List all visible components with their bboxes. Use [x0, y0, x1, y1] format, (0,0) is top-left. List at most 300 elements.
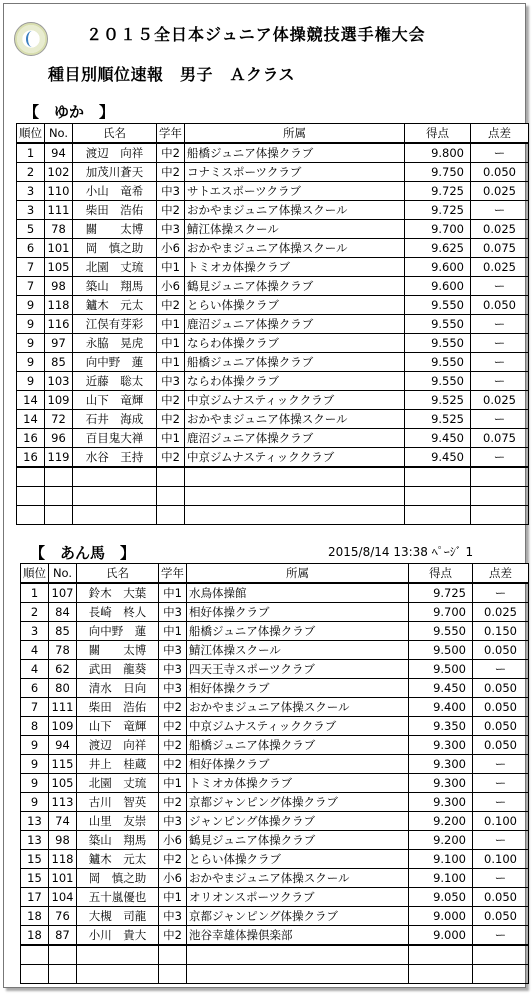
cell-number: 94 [45, 143, 73, 163]
table-row [21, 945, 529, 965]
cell-name: 築山 翔馬 [77, 831, 159, 850]
cell-diff: 0.025 [471, 220, 529, 239]
cell-diff: ー [473, 583, 529, 603]
cell-rank: 18 [21, 907, 49, 926]
cell-score: 9.600 [405, 258, 471, 277]
cell-grade: 中2 [159, 793, 187, 812]
cell-name: 柴田 浩佑 [77, 698, 159, 717]
cell-name: 五十嵐優也 [77, 888, 159, 907]
column-header-grade: 学年 [159, 564, 187, 584]
cell-number: 118 [49, 850, 77, 869]
cell-score: 9.700 [405, 220, 471, 239]
cell-grade: 中2 [159, 850, 187, 869]
cell-grade: 中1 [157, 429, 185, 448]
cell-grade: 中3 [159, 812, 187, 831]
cell-diff: 0.100 [473, 812, 529, 831]
cell-diff: ー [473, 793, 529, 812]
federation-logo-icon [14, 22, 48, 56]
cell-club: 中京ジムナスティッククラブ [187, 717, 409, 736]
cell-score [409, 945, 473, 965]
cell-club: 四天王寺スポーツクラブ [187, 660, 409, 679]
cell-grade: 中1 [157, 353, 185, 372]
table-row [17, 277, 529, 296]
table-row [21, 831, 529, 850]
pommel-results-table [20, 563, 529, 984]
print-timestamp: 2015/8/14 13:38 ﾍﾟｰｼﾞ 1 [328, 545, 474, 559]
cell-rank: 16 [17, 448, 45, 468]
cell-name: 北園 丈琉 [73, 258, 157, 277]
cell-number: 72 [45, 410, 73, 429]
cell-diff: ー [473, 660, 529, 679]
cell-rank: 3 [17, 201, 45, 220]
cell-club: 鶴見ジュニア体操クラブ [185, 277, 405, 296]
cell-score: 9.550 [405, 372, 471, 391]
cell-name: 岡 慎之助 [77, 869, 159, 888]
cell-rank: 17 [21, 888, 49, 907]
cell-club: 京都ジャンピング体操クラブ [187, 907, 409, 926]
column-header-diff: 点差 [473, 564, 529, 584]
cell-grade: 中1 [159, 583, 187, 603]
cell-rank: 4 [21, 641, 49, 660]
cell-diff [471, 506, 529, 525]
table-row [21, 755, 529, 774]
cell-grade [159, 945, 187, 965]
cell-score: 9.600 [405, 277, 471, 296]
cell-score: 9.725 [409, 583, 473, 603]
cell-grade: 小6 [159, 831, 187, 850]
cell-score: 9.300 [409, 774, 473, 793]
cell-name: 北園 丈琉 [77, 774, 159, 793]
cell-diff: ー [471, 448, 529, 468]
cell-number: 118 [45, 296, 73, 315]
cell-number: 96 [45, 429, 73, 448]
cell-name: 水谷 王持 [73, 448, 157, 468]
cell-rank: 6 [17, 239, 45, 258]
cell-diff: ー [471, 143, 529, 163]
cell-grade: 中3 [159, 679, 187, 698]
cell-rank: 9 [21, 736, 49, 755]
cell-name: 小山 竜希 [73, 182, 157, 201]
cell-number: 80 [49, 679, 77, 698]
cell-diff: 0.050 [473, 907, 529, 926]
cell-diff: ー [471, 372, 529, 391]
table-row [17, 391, 529, 410]
cell-number: 110 [45, 182, 73, 201]
cell-rank [17, 506, 45, 525]
cell-grade: 中3 [157, 220, 185, 239]
column-header-club: 所属 [185, 124, 405, 144]
cell-name [73, 467, 157, 487]
cell-rank: 15 [21, 850, 49, 869]
table-row [21, 603, 529, 622]
cell-number [45, 467, 73, 487]
cell-rank: 14 [17, 391, 45, 410]
cell-name [77, 945, 159, 965]
cell-club: 船橋ジュニア体操クラブ [187, 622, 409, 641]
cell-rank: 6 [21, 679, 49, 698]
table-row [17, 448, 529, 468]
column-header-rank: 順位 [21, 564, 49, 584]
cell-score: 9.450 [409, 679, 473, 698]
cell-grade: 中3 [157, 182, 185, 201]
cell-diff: 0.075 [471, 239, 529, 258]
cell-number: 94 [49, 736, 77, 755]
cell-score: 9.550 [405, 296, 471, 315]
cell-diff: 0.050 [473, 717, 529, 736]
cell-grade: 中1 [157, 334, 185, 353]
table-row [17, 258, 529, 277]
cell-club: 鯖江体操スクール [185, 220, 405, 239]
cell-grade: 中2 [159, 717, 187, 736]
cell-club: トミオカ体操クラブ [187, 774, 409, 793]
column-header-club: 所属 [187, 564, 409, 584]
cell-name: 渡辺 向祥 [73, 143, 157, 163]
cell-club: おかやまジュニア体操スクール [187, 698, 409, 717]
cell-diff: ー [473, 774, 529, 793]
cell-club: 相好体操クラブ [187, 603, 409, 622]
cell-name: 武田 龍葵 [77, 660, 159, 679]
cell-grade: 中1 [159, 888, 187, 907]
column-header-rank: 順位 [17, 124, 45, 144]
cell-rank: 13 [21, 831, 49, 850]
cell-name: 鑪木 元太 [73, 296, 157, 315]
table-row [21, 774, 529, 793]
cell-name: 百目鬼大禅 [73, 429, 157, 448]
cell-number: 78 [45, 220, 73, 239]
cell-rank [21, 945, 49, 965]
column-header-score: 得点 [409, 564, 473, 584]
table-row [21, 888, 529, 907]
cell-club: 鶴見ジュニア体操クラブ [187, 831, 409, 850]
cell-name: 關 太博 [77, 641, 159, 660]
cell-diff [471, 467, 529, 487]
cell-diff: 0.100 [473, 850, 529, 869]
cell-score: 9.500 [409, 660, 473, 679]
table-row [17, 296, 529, 315]
cell-number: 116 [45, 315, 73, 334]
cell-diff: ー [473, 926, 529, 946]
cell-club: 中京ジムナスティッククラブ [185, 391, 405, 410]
cell-number: 119 [45, 448, 73, 468]
cell-grade: 中1 [157, 258, 185, 277]
cell-name: 清水 日向 [77, 679, 159, 698]
table-row [17, 239, 529, 258]
cell-name: 近藤 聡太 [73, 372, 157, 391]
cell-rank: 16 [17, 429, 45, 448]
cell-grade: 中3 [157, 372, 185, 391]
table-row [17, 467, 529, 487]
cell-rank: 9 [21, 774, 49, 793]
cell-name [73, 506, 157, 525]
cell-name: 渡辺 向祥 [77, 736, 159, 755]
cell-score: 9.625 [405, 239, 471, 258]
column-header-grade: 学年 [157, 124, 185, 144]
cell-diff: ー [473, 755, 529, 774]
floor-results-table [16, 123, 529, 525]
cell-rank: 2 [21, 603, 49, 622]
cell-score: 9.300 [409, 793, 473, 812]
cell-rank: 9 [17, 353, 45, 372]
cell-diff: ー [471, 410, 529, 429]
cell-club [185, 506, 405, 525]
cell-grade: 中3 [159, 641, 187, 660]
cell-rank: 9 [21, 793, 49, 812]
cell-rank: 7 [21, 698, 49, 717]
cell-club: オリオンスポーツクラブ [187, 888, 409, 907]
cell-name: 關 太博 [73, 220, 157, 239]
cell-number: 101 [45, 239, 73, 258]
page-title: ２０１５全日本ジュニア体操競技選手権大会 [86, 25, 426, 44]
cell-diff: 0.050 [473, 679, 529, 698]
cell-club: ならわ体操クラブ [185, 372, 405, 391]
cell-grade [157, 467, 185, 487]
cell-rank: 4 [21, 660, 49, 679]
cell-score: 9.100 [409, 869, 473, 888]
table-row [17, 182, 529, 201]
cell-grade: 中1 [159, 774, 187, 793]
table-row [21, 641, 529, 660]
table-row [17, 372, 529, 391]
cell-diff: 0.050 [473, 641, 529, 660]
cell-number: 111 [45, 201, 73, 220]
cell-score [405, 487, 471, 506]
cell-score: 9.200 [409, 831, 473, 850]
cell-name: 井上 桂蔵 [77, 755, 159, 774]
cell-name: 柴田 浩佑 [73, 201, 157, 220]
cell-name: 永脇 晃虎 [73, 334, 157, 353]
cell-grade [157, 487, 185, 506]
cell-name: 築山 翔馬 [73, 277, 157, 296]
cell-grade [157, 506, 185, 525]
table-row [17, 353, 529, 372]
cell-club [187, 945, 409, 965]
table-row [21, 583, 529, 603]
cell-grade: 小6 [157, 277, 185, 296]
cell-diff: ー [471, 201, 529, 220]
cell-diff [471, 487, 529, 506]
cell-club: おかやまジュニア体操スクール [187, 869, 409, 888]
cell-rank: 18 [21, 926, 49, 946]
cell-rank: 9 [17, 334, 45, 353]
table-header-row [21, 564, 529, 584]
cell-diff: 0.025 [471, 258, 529, 277]
cell-score: 9.500 [409, 641, 473, 660]
table-row [21, 717, 529, 736]
cell-club: 池谷幸雄体操倶楽部 [187, 926, 409, 946]
cell-score [405, 506, 471, 525]
cell-number: 62 [49, 660, 77, 679]
cell-rank: 9 [17, 372, 45, 391]
cell-club: ジャンピング体操クラブ [187, 812, 409, 831]
table-row [17, 220, 529, 239]
table-row [21, 698, 529, 717]
cell-rank [17, 467, 45, 487]
cell-number: 78 [49, 641, 77, 660]
cell-rank: 2 [17, 163, 45, 182]
cell-name: 加茂川蒼天 [73, 163, 157, 182]
cell-score: 9.200 [409, 812, 473, 831]
cell-score: 9.725 [405, 182, 471, 201]
cell-club: 鹿沼ジュニア体操クラブ [185, 315, 405, 334]
cell-club: 相好体操クラブ [187, 755, 409, 774]
cell-name: 鈴木 大葉 [77, 583, 159, 603]
column-header-score: 得点 [405, 124, 471, 144]
cell-club: 鹿沼ジュニア体操クラブ [185, 429, 405, 448]
cell-diff: 0.075 [471, 429, 529, 448]
cell-rank: 1 [17, 143, 45, 163]
cell-club: おかやまジュニア体操スクール [185, 410, 405, 429]
cell-club [187, 965, 409, 984]
cell-rank: 9 [21, 755, 49, 774]
cell-name: 向中野 蓮 [73, 353, 157, 372]
cell-number: 107 [49, 583, 77, 603]
cell-score: 9.000 [409, 907, 473, 926]
cell-club: ならわ体操クラブ [185, 334, 405, 353]
cell-score: 9.550 [405, 353, 471, 372]
table-row [21, 812, 529, 831]
cell-club: 船橋ジュニア体操クラブ [185, 143, 405, 163]
table-row [21, 793, 529, 812]
cell-number [45, 487, 73, 506]
cell-club: とらい体操クラブ [185, 296, 405, 315]
cell-club: とらい体操クラブ [187, 850, 409, 869]
cell-name: 山下 竜輝 [73, 391, 157, 410]
cell-club: 京都ジャンピング体操クラブ [187, 793, 409, 812]
cell-name: 石井 海成 [73, 410, 157, 429]
cell-number: 109 [49, 717, 77, 736]
cell-diff: ー [471, 277, 529, 296]
cell-name: 長崎 柊人 [77, 603, 159, 622]
cell-name [77, 965, 159, 984]
cell-name: 江俣有芽彩 [73, 315, 157, 334]
cell-diff [473, 965, 529, 984]
cell-rank: 14 [17, 410, 45, 429]
cell-club: おかやまジュニア体操スクール [185, 201, 405, 220]
cell-grade: 中2 [159, 926, 187, 946]
cell-grade: 中2 [157, 143, 185, 163]
table-row [17, 315, 529, 334]
table-row [17, 506, 529, 525]
cell-score: 9.800 [405, 143, 471, 163]
cell-number: 115 [49, 755, 77, 774]
cell-club: トミオカ体操クラブ [185, 258, 405, 277]
cell-number: 111 [49, 698, 77, 717]
cell-diff: 0.025 [473, 603, 529, 622]
cell-number: 84 [49, 603, 77, 622]
cell-score: 9.550 [405, 315, 471, 334]
cell-diff: ー [471, 353, 529, 372]
cell-score: 9.450 [405, 429, 471, 448]
table-row [17, 163, 529, 182]
column-header-number: No. [45, 124, 73, 144]
cell-club: コナミスポーツクラブ [185, 163, 405, 182]
cell-diff: 0.025 [471, 182, 529, 201]
cell-number: 76 [49, 907, 77, 926]
cell-grade: 中2 [157, 391, 185, 410]
cell-score: 9.450 [405, 448, 471, 468]
cell-name: 山里 友崇 [77, 812, 159, 831]
cell-diff: 0.050 [471, 296, 529, 315]
cell-score: 9.300 [409, 736, 473, 755]
cell-number: 113 [49, 793, 77, 812]
cell-number: 85 [49, 622, 77, 641]
cell-grade: 中2 [159, 698, 187, 717]
cell-rank: 5 [17, 220, 45, 239]
cell-diff: 0.150 [473, 622, 529, 641]
table-row [17, 334, 529, 353]
cell-number: 98 [45, 277, 73, 296]
cell-score: 9.700 [409, 603, 473, 622]
cell-score: 9.100 [409, 850, 473, 869]
cell-rank: 9 [17, 315, 45, 334]
cell-rank: 7 [17, 258, 45, 277]
cell-number: 85 [45, 353, 73, 372]
cell-club: 中京ジムナスティッククラブ [185, 448, 405, 468]
column-header-name: 氏名 [73, 124, 157, 144]
cell-score: 9.750 [405, 163, 471, 182]
cell-rank: 9 [17, 296, 45, 315]
table-row [21, 622, 529, 641]
cell-club: 相好体操クラブ [187, 679, 409, 698]
cell-score: 9.350 [409, 717, 473, 736]
cell-number [49, 945, 77, 965]
floor-section-title: 【 ゆか 】 [24, 103, 115, 121]
cell-score: 9.050 [409, 888, 473, 907]
cell-number: 103 [45, 372, 73, 391]
table-row [21, 965, 529, 984]
cell-grade: 中2 [157, 163, 185, 182]
cell-number [49, 965, 77, 984]
cell-name: 岡 慎之助 [73, 239, 157, 258]
table-row [21, 850, 529, 869]
table-row [21, 907, 529, 926]
table-header-row [17, 124, 529, 144]
cell-grade: 小6 [159, 869, 187, 888]
cell-name: 向中野 蓮 [77, 622, 159, 641]
cell-rank [21, 965, 49, 984]
cell-score: 9.550 [409, 622, 473, 641]
cell-club: サトエスポーツクラブ [185, 182, 405, 201]
table-row [17, 487, 529, 506]
cell-diff: ー [471, 315, 529, 334]
cell-grade: 中3 [159, 603, 187, 622]
cell-number: 98 [49, 831, 77, 850]
cell-rank: 15 [21, 869, 49, 888]
cell-score: 9.525 [405, 391, 471, 410]
cell-grade: 中3 [159, 660, 187, 679]
cell-number: 74 [49, 812, 77, 831]
cell-name: 大槻 司龍 [77, 907, 159, 926]
cell-grade: 中2 [157, 448, 185, 468]
cell-score [405, 467, 471, 487]
column-header-diff: 点差 [471, 124, 529, 144]
cell-diff: 0.050 [473, 888, 529, 907]
cell-rank: 7 [17, 277, 45, 296]
table-row [17, 201, 529, 220]
cell-grade: 中2 [157, 201, 185, 220]
cell-rank: 3 [17, 182, 45, 201]
cell-number: 105 [49, 774, 77, 793]
pommel-section-title: 【 あん馬 】 [30, 544, 136, 562]
cell-grade: 中2 [157, 410, 185, 429]
cell-rank: 13 [21, 812, 49, 831]
cell-score: 9.000 [409, 926, 473, 946]
cell-grade [159, 965, 187, 984]
cell-name [73, 487, 157, 506]
cell-diff: ー [473, 869, 529, 888]
cell-diff: 0.050 [473, 736, 529, 755]
cell-grade: 中1 [157, 315, 185, 334]
